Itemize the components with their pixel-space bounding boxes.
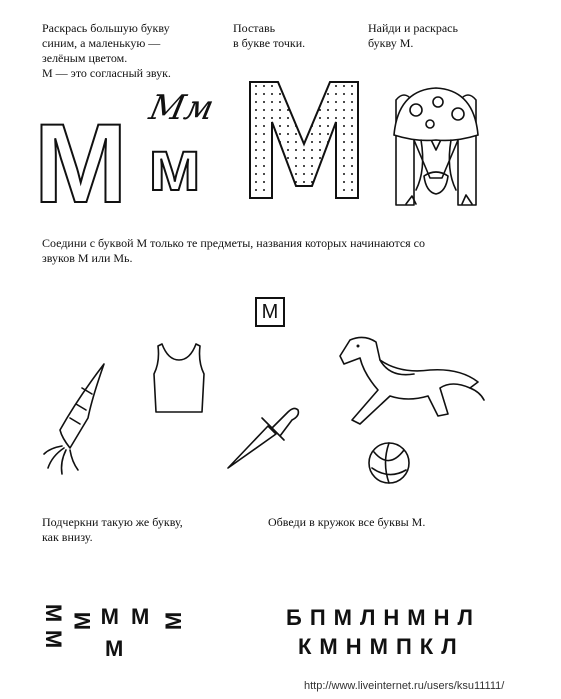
task2-instruction: Поставь в букве точки. — [233, 21, 306, 50]
sword-icon[interactable] — [222, 398, 302, 472]
rotated-letter[interactable]: М — [70, 603, 96, 631]
task6-instruction: Обведи в кружок все буквы М. — [268, 515, 426, 529]
carrot-icon[interactable] — [42, 358, 112, 478]
rotated-letter[interactable]: М — [41, 603, 67, 631]
rotated-letter[interactable]: М — [100, 604, 127, 629]
rotated-letter[interactable]: М — [41, 629, 67, 657]
source-url[interactable]: http://www.liveinternet.ru/users/ksu11111/ — [304, 680, 505, 692]
tank-top-icon[interactable] — [148, 340, 210, 416]
letter-box-M[interactable]: М — [255, 297, 285, 327]
sample-letter: М — [105, 636, 132, 661]
mushroom-icon[interactable] — [386, 80, 486, 210]
cursive-letters: Мм — [145, 88, 218, 128]
ball-icon[interactable] — [366, 440, 412, 486]
rotated-letters-row[interactable] — [40, 603, 195, 657]
small-letter-m[interactable]: м — [148, 126, 202, 206]
task4-instruction: Соедини с буквой М только те предметы, названия которых начинаются со звуков М или Мь. — [42, 236, 426, 265]
task3-instruction: Найди и раскрась букву М. — [368, 21, 458, 50]
letters-row-1[interactable]: БПМЛНМНЛ — [286, 605, 481, 630]
letters-row-2[interactable]: КМНМПКЛ — [298, 634, 465, 659]
big-letter-M[interactable]: М — [34, 101, 128, 226]
rotated-letter[interactable]: М — [130, 604, 158, 629]
dotted-letter-M[interactable] — [244, 74, 364, 204]
rotated-letter[interactable]: М — [161, 603, 187, 631]
task5-instruction: Подчеркни такую же букву, как внизу. — [42, 515, 183, 544]
horse-icon[interactable] — [320, 330, 490, 430]
task1-instruction: Раскрась большую букву синим, а маленькую — зелёным цветом. М — это согласный звук. — [42, 21, 171, 80]
